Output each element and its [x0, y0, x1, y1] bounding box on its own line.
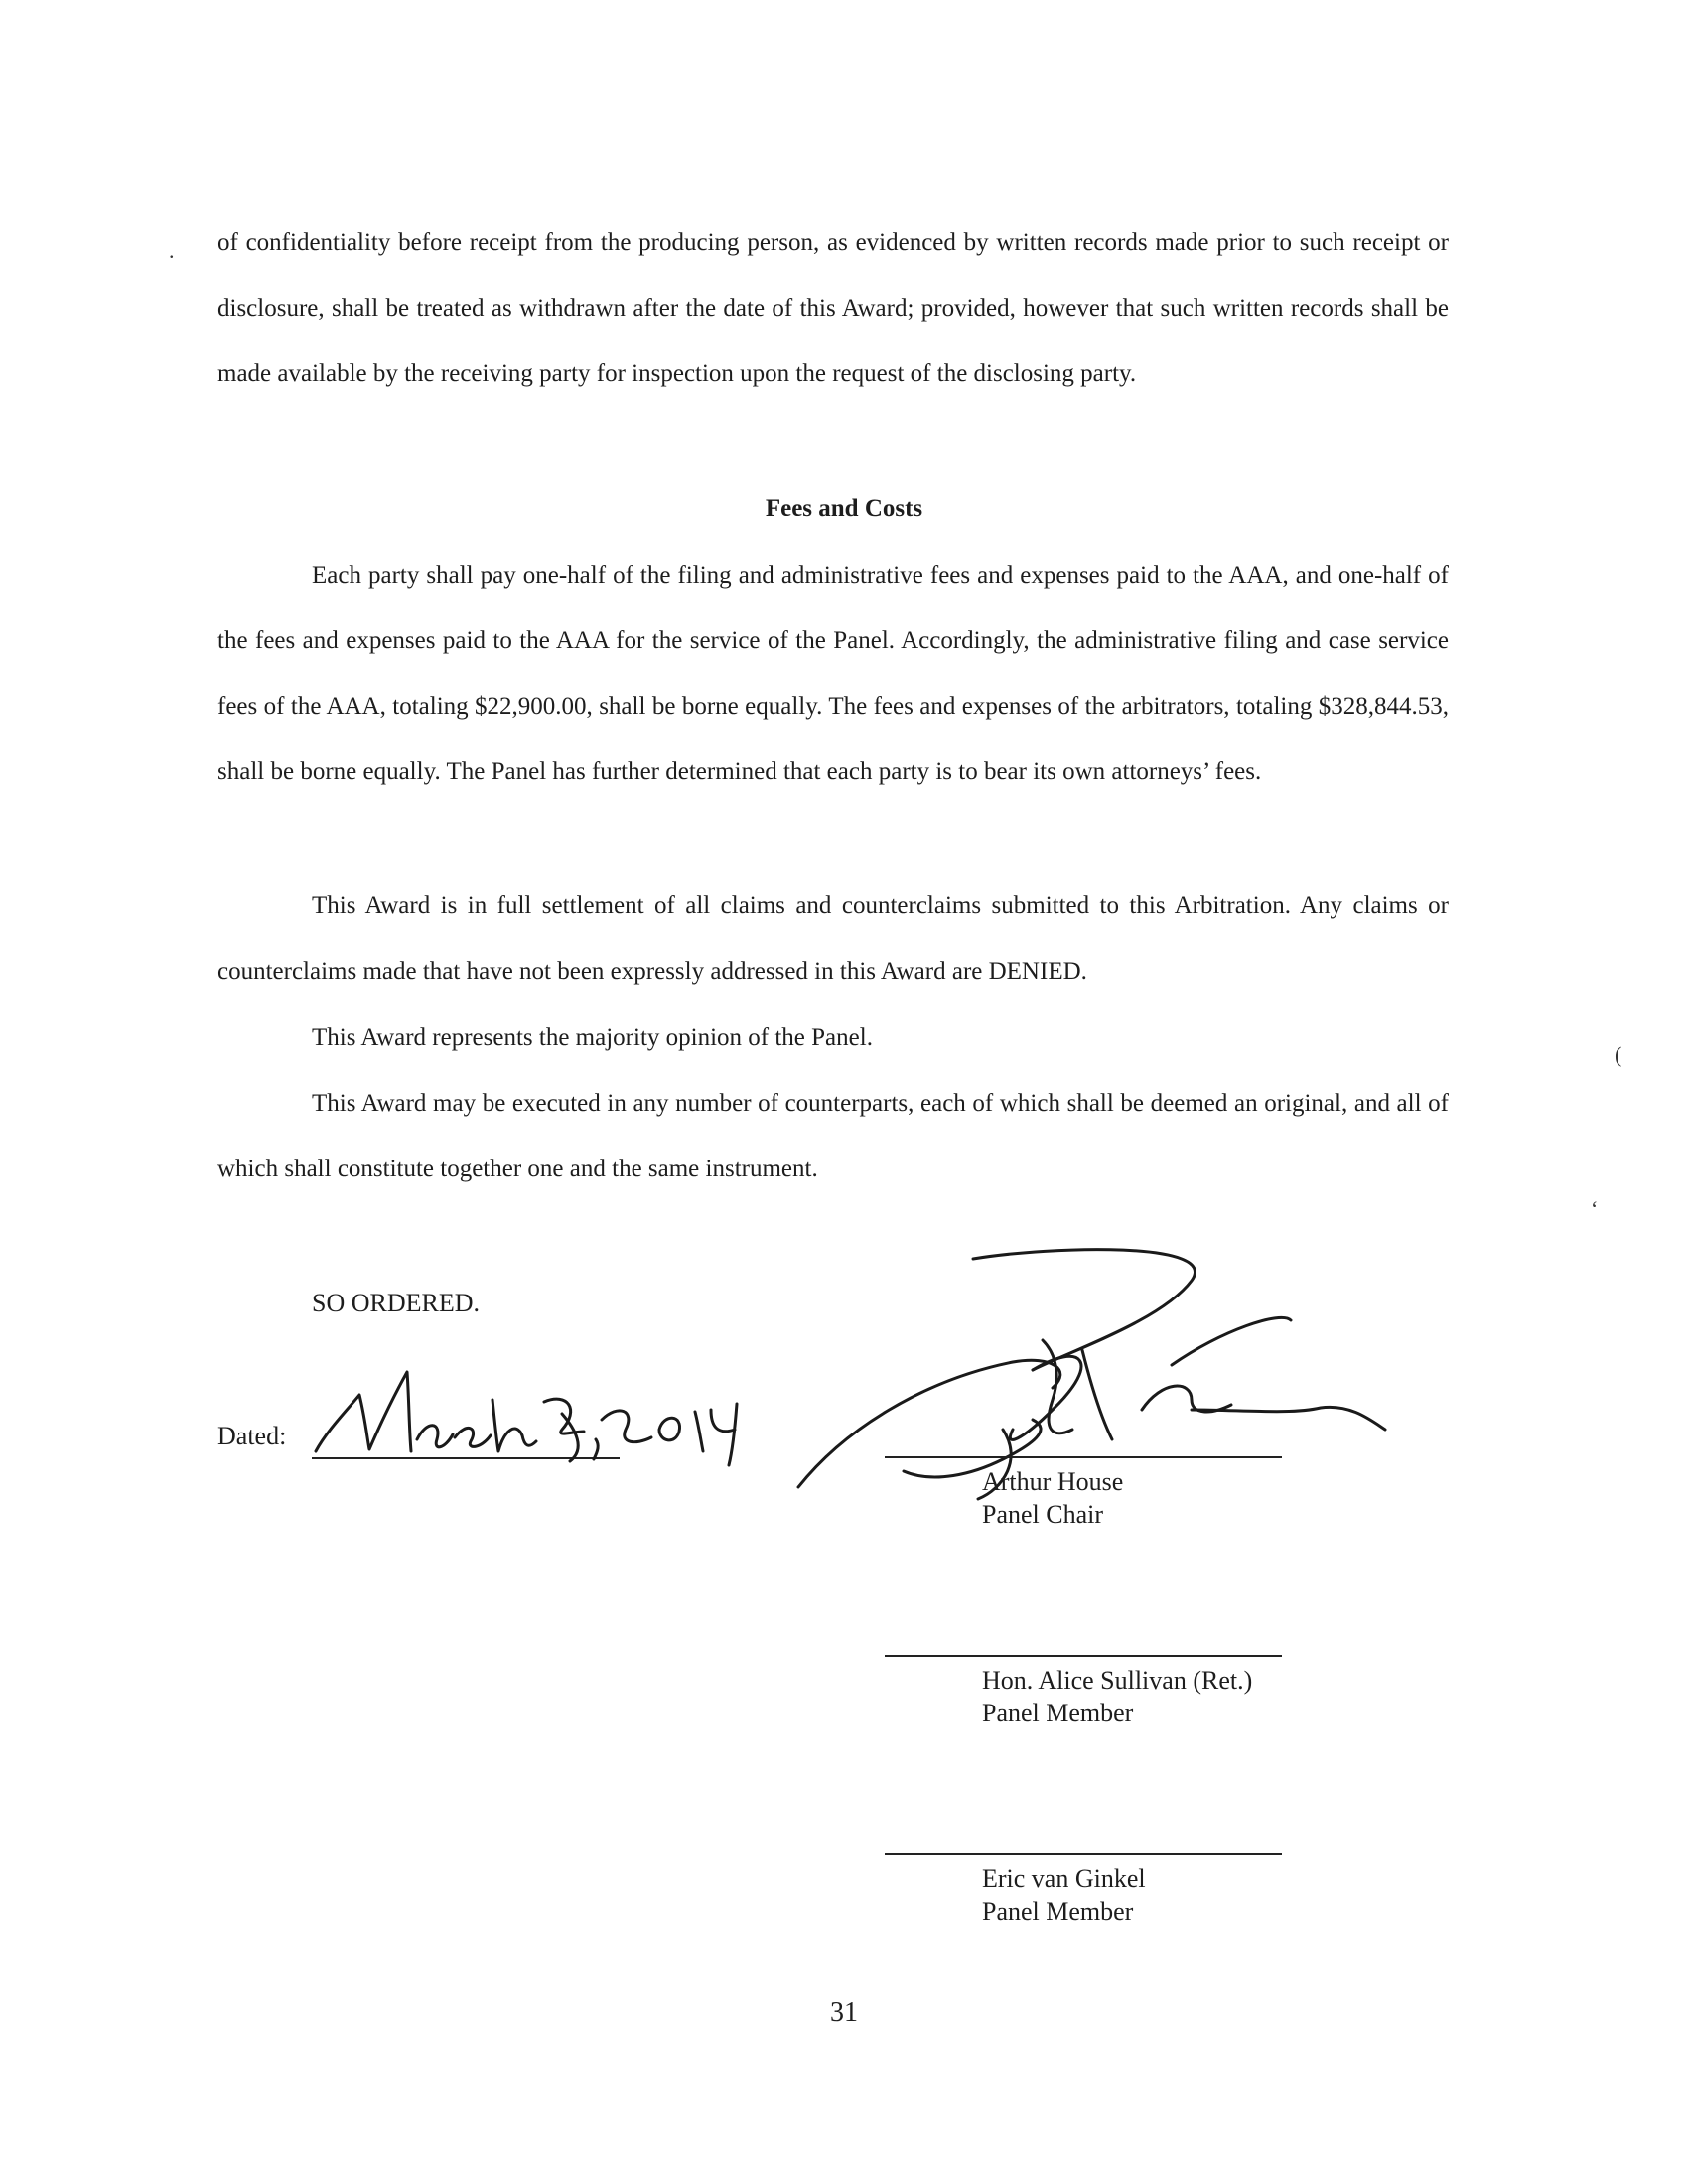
signature-line-van-ginkel	[885, 1853, 1282, 1855]
section-heading: Fees and Costs	[765, 495, 923, 522]
paragraph-majority: This Award represents the majority opinion of the Panel.	[312, 1024, 873, 1051]
paragraph-counterparts: This Award may be executed in any number of counterparts, each of which shall be deemed an original, and all of which shall constitute together one and the same instrument.	[217, 1090, 1449, 1182]
signatory-role-van-ginkel: Panel Member	[982, 1897, 1134, 1926]
signatory-role-house: Panel Chair	[982, 1500, 1104, 1529]
dated-label: Dated:	[217, 1422, 287, 1450]
signatory-name-house: Arthur House	[982, 1467, 1124, 1496]
page-number: 31	[830, 1997, 858, 2028]
paragraph-confidentiality: of confidentiality before receipt from the producing person, as evidenced by written records made prior to such receipt or disclosure, shall be treated as withdrawn after the date of this Award; provided, however that such written records shall be made available by the receiving party for inspection upon the request of the disclosing party.	[217, 229, 1449, 387]
scan-mark: (	[1615, 1042, 1622, 1067]
signatory-role-sullivan: Panel Member	[982, 1699, 1134, 1727]
signature-line-house	[885, 1456, 1282, 1458]
scan-mark: ‘	[1591, 1196, 1599, 1221]
scan-speck: .	[169, 238, 175, 263]
signatory-name-van-ginkel: Eric van Ginkel	[982, 1864, 1146, 1893]
paragraph-fees: Each party shall pay one-half of the filing and administrative fees and expenses paid to the AAA, and one-half of the fees and expenses paid to the AAA for the service of the Panel. Accordingly, the administrative filing and case service fees of the AAA, totaling $22,900.00, shall be borne equally. The fees and expenses of the arbitrators, totaling $328,844.53, shall be borne equally. The Panel has further determined that each party is to bear its own attorneys’ fees.	[217, 562, 1449, 785]
signature-line-sullivan	[885, 1655, 1282, 1657]
signatory-name-sullivan: Hon. Alice Sullivan (Ret.)	[982, 1666, 1253, 1695]
handwritten-date	[316, 1372, 737, 1465]
signature-arthur-house	[798, 1250, 1385, 1499]
date-line	[312, 1457, 620, 1459]
paragraph-settlement: This Award is in full settlement of all claims and counterclaims submitted to this Arbitration. Any claims or counterclaims made that have not been expressly addressed in this Award are DENIED.	[217, 892, 1449, 985]
so-ordered: SO ORDERED.	[312, 1289, 481, 1317]
